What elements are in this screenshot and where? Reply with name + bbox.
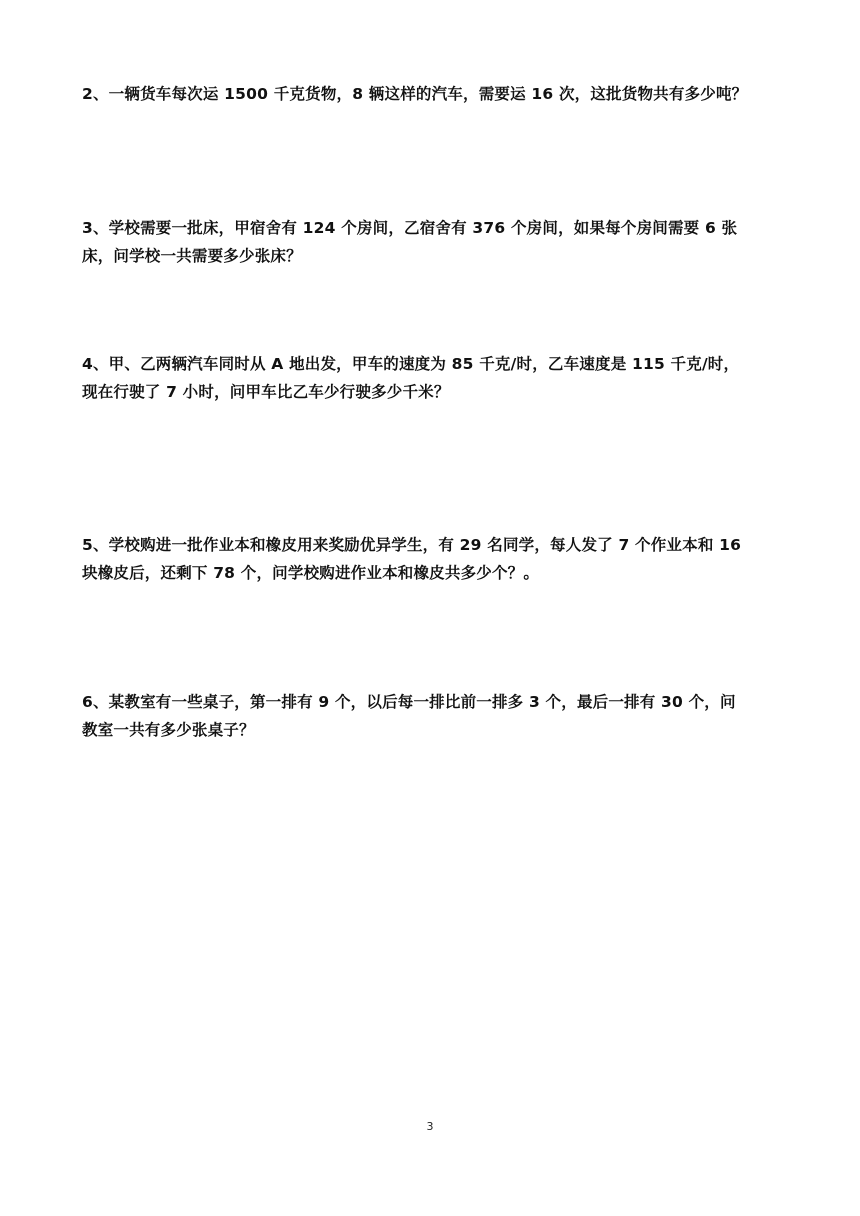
question-5-line-1: 5、学校购进一批作业本和橡皮用来奖励优异学生，有 29 名同学，每人发了 7 个作业本和 16 [82,536,742,554]
question-6 [82,688,782,744]
question-4-line-1: 4、甲、乙两辆汽车同时从 A 地出发，甲车的速度为 85 千克/时，乙车速度是 115 千克/时， [82,355,740,373]
question-6-line-1: 6、某教室有一些桌子，第一排有 9 个，以后每一排比前一排多 3 个，最后一排有 30 个，问 [82,693,736,711]
question-4-line-2: 现在行驶了 7 小时，问甲车比乙车少行驶多少千米？ [82,383,450,401]
page-number: 3 [426,1120,434,1133]
question-6-line-2: 教室一共有多少张桌子？ [82,721,255,739]
question-3 [82,214,782,270]
question-5-line-2: 块橡皮后，还剩下 78 个，问学校购进作业本和橡皮共多少个？。 [82,564,540,582]
question-3-line-2: 床，问学校一共需要多少张床？ [82,247,302,265]
question-5 [82,531,782,587]
question-2-line-1: 2、一辆货车每次运 1500 千克货物，8 辆这样的汽车，需要运 16 次，这批货物共有多少吨？ [82,85,748,103]
question-2 [82,80,782,108]
question-3-line-1: 3、学校需要一批床，甲宿舍有 124 个房间，乙宿舍有 376 个房间，如果每个房间需要 6 张 [82,219,738,237]
question-4 [82,350,782,406]
